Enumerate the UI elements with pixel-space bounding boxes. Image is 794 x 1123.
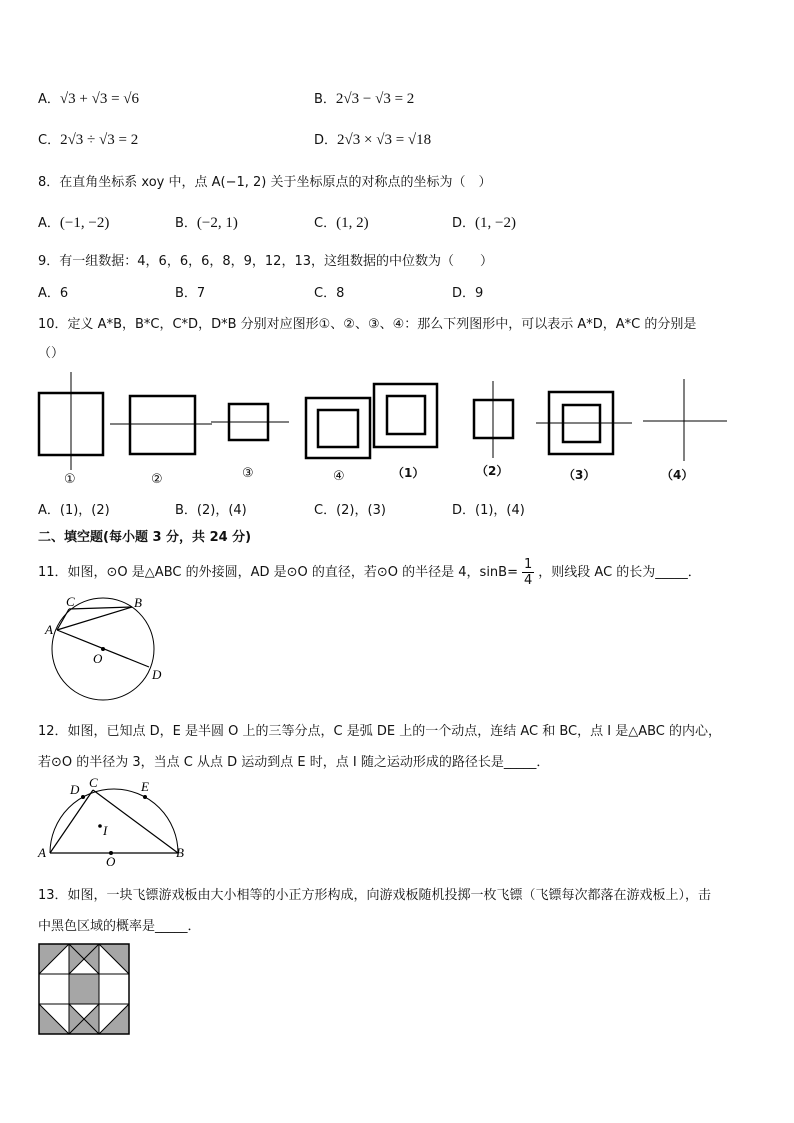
q10-stem-line2: （） bbox=[38, 346, 65, 361]
figure-option-3 bbox=[536, 392, 632, 454]
q10-option-c: C．(2)，(3) bbox=[314, 503, 386, 518]
figure-option-2 bbox=[474, 381, 513, 458]
figure-1 bbox=[39, 372, 103, 470]
segment-bc bbox=[93, 790, 178, 853]
q7-option-a: A．√3 + √3 = √6 bbox=[38, 91, 140, 107]
section-heading: 二、填空题(每小题 3 分，共 24 分) bbox=[38, 530, 252, 545]
point-d bbox=[81, 795, 85, 799]
fig-label-opt4: （4） bbox=[661, 468, 694, 482]
q9-option-b: B．7 bbox=[175, 286, 206, 301]
q8-stem: 8．在直角坐标系 xoy 中，点 A(−1, 2) 关于坐标原点的对称点的坐标为（ ） bbox=[38, 175, 492, 190]
figure-option-4 bbox=[643, 379, 727, 461]
label-a: A bbox=[38, 845, 46, 860]
q10-option-b: B．(2)，(4) bbox=[175, 503, 247, 518]
fig-label-4: ④ bbox=[333, 469, 345, 484]
q9-option-c: C．8 bbox=[314, 286, 345, 301]
q13-line1: 13．如图，一块飞镖游戏板由大小相等的小正方形构成，向游戏板随机投掷一枚飞镖（飞镖每次都落在游戏板上），击 bbox=[38, 888, 712, 903]
q13-line2: 中黑色区域的概率是_____． bbox=[38, 919, 201, 934]
q11-circle-figure bbox=[0, 590, 220, 705]
q8-option-b: B．(−2, 1) bbox=[175, 215, 238, 231]
q9-option-d: D．9 bbox=[452, 286, 484, 301]
q9-option-a: A．6 bbox=[38, 286, 69, 301]
label-d: D bbox=[70, 782, 80, 797]
fig-label-2: ② bbox=[151, 472, 163, 487]
q13-dart-board bbox=[38, 943, 132, 1037]
fig-label-opt1: （1） bbox=[392, 466, 425, 480]
label-a: A bbox=[45, 622, 53, 637]
q7-option-b: B．2√3 − √3 = 2 bbox=[314, 91, 415, 107]
figure-3 bbox=[211, 404, 289, 440]
label-e: E bbox=[141, 779, 149, 794]
q10-option-d: D．(1)，(4) bbox=[452, 503, 525, 518]
q12-semicircle-figure bbox=[0, 772, 220, 872]
label-b: B bbox=[134, 595, 142, 610]
label-o: O bbox=[93, 651, 103, 666]
semicircle-arc bbox=[50, 789, 178, 853]
shaded-center bbox=[69, 974, 99, 1004]
figure-option-1 bbox=[374, 384, 437, 447]
q9-stem: 9．有一组数据：4，6，6，6，8，9，12，13，这组数据的中位数为（ ） bbox=[38, 254, 493, 269]
label-c: C bbox=[89, 775, 98, 790]
label-i: I bbox=[103, 823, 108, 838]
fig-label-opt2: （2） bbox=[476, 464, 509, 478]
fraction: $\frac{1}{4}$ bbox=[523, 557, 533, 588]
fig-label-opt3: （3） bbox=[563, 468, 596, 482]
q8-option-d: D．(1, −2) bbox=[452, 215, 516, 231]
point-e bbox=[143, 795, 147, 799]
fig-label-1: ① bbox=[64, 472, 76, 487]
label-o: O bbox=[106, 854, 116, 869]
q11-stem: 11．如图，⊙O 是△ABC 的外接圆，AD 是⊙O 的直径，若⊙O 的半径是 4，sinB= $\frac{1}{4}$ ，则线段 AC 的长为_____． bbox=[38, 557, 701, 588]
q7-option-d: D．2√3 × √3 = √18 bbox=[314, 132, 432, 148]
fig-label-3: ③ bbox=[242, 466, 254, 481]
segment-cb bbox=[69, 607, 132, 609]
q10-option-a: A．(1)，(2) bbox=[38, 503, 110, 518]
figure-4 bbox=[306, 398, 370, 458]
label-d: D bbox=[152, 667, 162, 682]
figure-2 bbox=[110, 396, 212, 454]
q12-line1: 12．如图，已知点 D，E 是半圆 O 上的三等分点，C 是弧 DE 上的一个动点，连结 AC 和 BC，点 I 是△ABC 的内心， bbox=[38, 724, 722, 739]
label-b: B bbox=[176, 845, 184, 860]
point-i bbox=[98, 824, 102, 828]
segment-ac bbox=[50, 790, 93, 853]
q12-line2: 若⊙O 的半径为 3，当点 C 从点 D 运动到点 E 时，点 I 随之运动形成的路径长是_____． bbox=[38, 755, 550, 770]
label-c: C bbox=[66, 594, 75, 609]
q10-stem-line1: 10．定义 A*B，B*C，C*D，D*B 分别对应图形①、②、③、④：那么下列图形中，可以表示 A*D，A*C 的分别是 bbox=[38, 317, 697, 332]
q7-option-c: C．2√3 ÷ √3 = 2 bbox=[38, 132, 139, 148]
q8-option-a: A．(−1, −2) bbox=[38, 215, 110, 231]
q8-option-c: C．(1, 2) bbox=[314, 215, 369, 231]
